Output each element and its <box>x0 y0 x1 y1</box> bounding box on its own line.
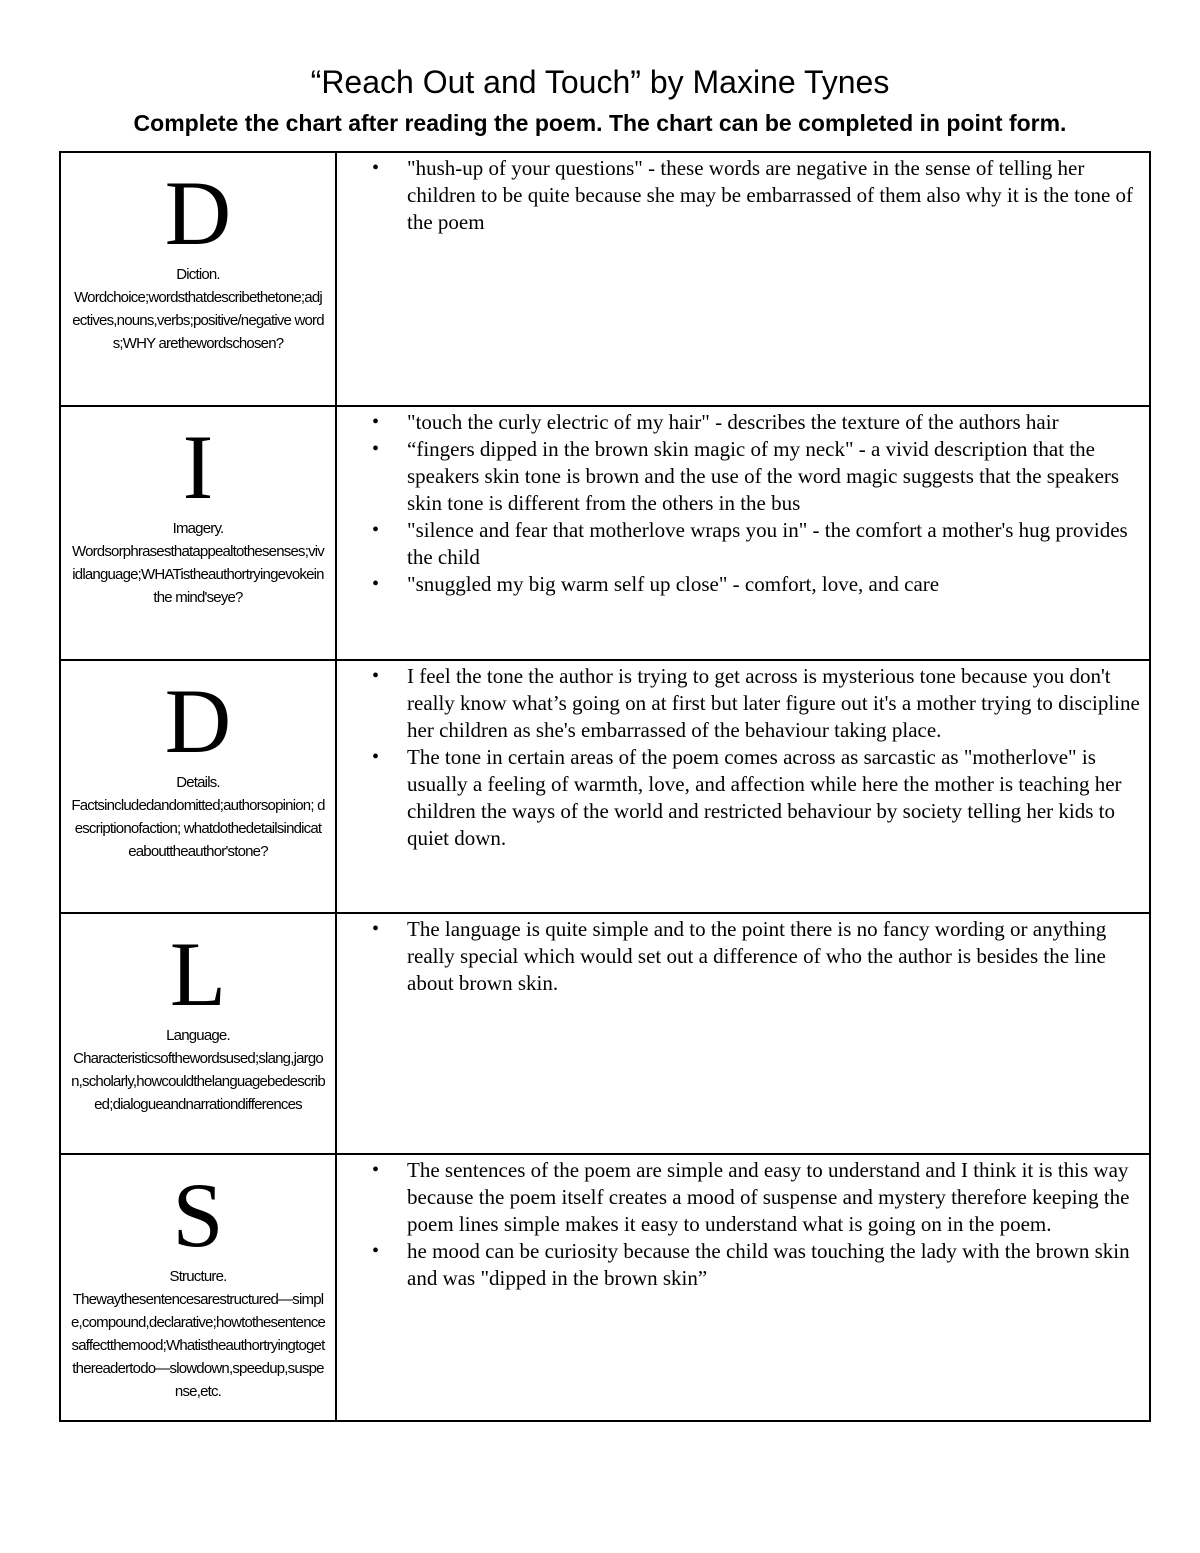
category-prompt: Wordchoice;wordsthatdescribethetone;adjectives,nouns,verbs;positive/negative words;WHY arethewordschosen? <box>72 289 324 352</box>
category-letter: L <box>169 923 227 1025</box>
response-cell <box>336 660 1150 913</box>
response-point: • he mood can be curiosity because the child was touching the lady with the brown skin and was "dipped in the brown skin” <box>407 1238 1149 1292</box>
response-point: • "touch the curly electric of my hair" - describes the texture of the authors hair <box>407 409 1149 436</box>
category-description <box>61 771 335 863</box>
category-letter: D <box>164 670 232 772</box>
category-label: Structure. <box>169 1268 227 1285</box>
page-title: “Reach Out and Touch” by Maxine Tynes <box>310 64 890 100</box>
response-cell <box>336 1154 1150 1421</box>
response-point: • The language is quite simple and to the point there is no fancy wording or anything really special which would set out a difference of who the author is besides the line about brown skin. <box>407 916 1149 997</box>
chart-row-structure <box>60 1154 1150 1421</box>
response-list <box>337 916 1149 997</box>
response-list <box>337 1157 1149 1292</box>
response-cell <box>336 406 1150 660</box>
category-cell <box>60 660 336 913</box>
category-label: Diction. <box>176 266 220 283</box>
response-list <box>337 663 1149 852</box>
chart-row-imagery <box>60 406 1150 660</box>
response-list <box>337 155 1149 236</box>
category-label: Details. <box>176 774 220 791</box>
category-letter: D <box>164 162 232 264</box>
response-point: • "snuggled my big warm self up close" - comfort, love, and care <box>407 571 1149 598</box>
category-cell <box>60 152 336 406</box>
category-prompt: Wordsorphrasesthatappealtothesenses;vividlanguage;WHATistheauthortryingevokeinthe mind'seye? <box>71 543 325 606</box>
didls-chart <box>59 151 1151 1422</box>
response-point: • The sentences of the poem are simple and easy to understand and I think it is this way because the poem itself creates a mood of suspense and mystery therefore keeping the poem lines simple makes it easy to understand what is going on in the poem. <box>407 1157 1149 1238</box>
category-prompt: Characteristicsofthewordsused;slang,jargon,scholarly,howcouldthelanguagebedescribed;dialogueandnarrationdifferences <box>71 1050 325 1113</box>
category-description <box>61 517 335 609</box>
response-point: • The tone in certain areas of the poem comes across as sarcastic as "motherlove" is usually a feeling of warmth, love, and affection while here the mother is teaching her children the ways of the world and restricted behaviour by society telling her kids to quiet down. <box>407 744 1149 852</box>
category-description <box>61 263 335 355</box>
category-letter: S <box>172 1164 224 1266</box>
response-list <box>337 409 1149 598</box>
instructions: Complete the chart after reading the poem. The chart can be completed in point form. <box>133 110 1067 136</box>
category-description <box>61 1265 335 1403</box>
chart-body <box>60 152 1150 1421</box>
chart-row-details <box>60 660 1150 913</box>
category-letter: I <box>182 416 214 518</box>
chart-row-language <box>60 913 1150 1154</box>
response-point: • I feel the tone the author is trying to get across is mysterious tone because you don't really know what’s going on at first but later figure out it's a mother trying to discipline her children as she's embarrassed of the behaviour taking place. <box>407 663 1149 744</box>
category-cell <box>60 913 336 1154</box>
chart-row-diction <box>60 152 1150 406</box>
category-label: Language. <box>166 1027 230 1044</box>
category-prompt: Factsincludedandomitted;authorsopinion; descriptionofaction; whatdothedetailsindicateabouttheauthor'stone? <box>71 797 325 860</box>
response-cell <box>336 913 1150 1154</box>
response-point: • “fingers dipped in the brown skin magic of my neck" - a vivid description that the speakers skin tone is brown and the use of the word magic suggests that the speakers skin tone is different from the others in the bus <box>407 436 1149 517</box>
category-description <box>61 1024 335 1116</box>
category-label: Imagery. <box>172 520 224 537</box>
category-prompt: Thewaythesentencesarestructured—simple,compound,declarative;howtothesentencesaffectthemood;Whatistheauthortryingtogetthereadertodo—slowdown,speedup,suspense,etc. <box>71 1291 325 1400</box>
category-cell <box>60 1154 336 1421</box>
response-point: • "hush-up of your questions" - these words are negative in the sense of telling her children to be quite because she may be embarrassed of them also why it is the tone of the poem <box>407 155 1149 236</box>
response-cell <box>336 152 1150 406</box>
response-point: • "silence and fear that motherlove wraps you in" - the comfort a mother's hug provides the child <box>407 517 1149 571</box>
category-cell <box>60 406 336 660</box>
